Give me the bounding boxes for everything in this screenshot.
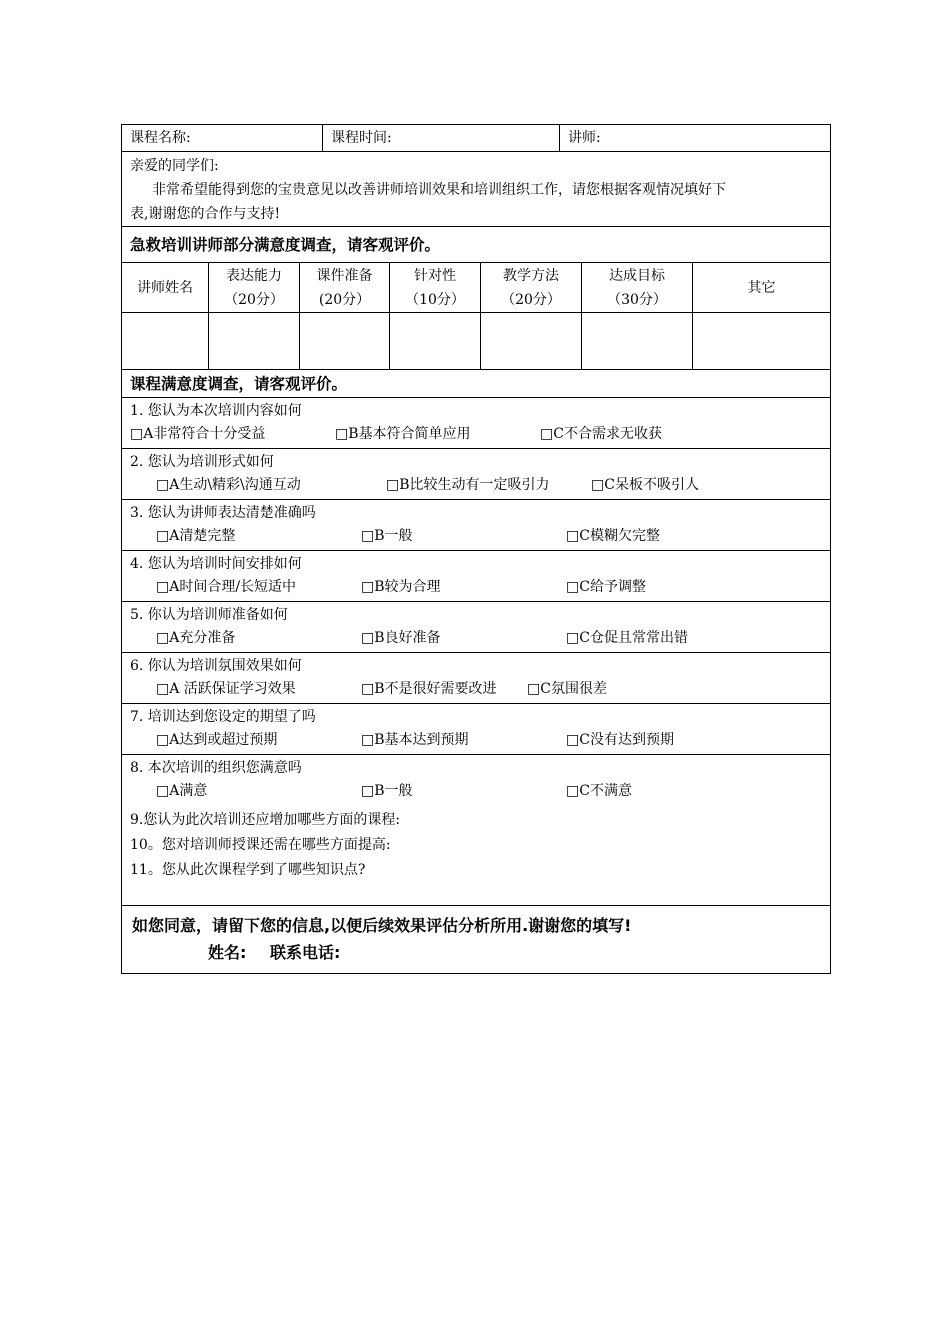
- survey-form: [121, 124, 831, 974]
- rating-input-cell[interactable]: [693, 313, 830, 369]
- question-text: 3. 您认为讲师表达清楚准确吗: [130, 505, 316, 521]
- column-header: [481, 263, 582, 313]
- column-header: [122, 263, 209, 313]
- trainer-section-title: 急救培训讲师部分满意度调查，请客观评价。: [122, 227, 830, 263]
- option-c-checkbox[interactable]: □C给予调整: [566, 579, 646, 595]
- option-a-checkbox[interactable]: □A非常符合十分受益: [130, 426, 266, 442]
- column-header: [582, 263, 693, 313]
- column-score: （10分）: [405, 291, 465, 308]
- open-questions[interactable]: [122, 806, 830, 906]
- option-c-checkbox[interactable]: □C氛围很差: [527, 681, 607, 697]
- question-text: 6. 你认为培训氛围效果如何: [130, 658, 302, 674]
- column-header: [693, 263, 830, 313]
- option-c-checkbox[interactable]: □C不满意: [566, 783, 632, 799]
- column-name: 教学方法: [503, 267, 559, 284]
- open-question-10: 10。您对培训师授课还需在哪些方面提高:: [130, 837, 391, 853]
- question-text: 4. 您认为培训时间安排如何: [130, 556, 302, 572]
- rating-input-cell[interactable]: [300, 313, 390, 369]
- question-row: [122, 551, 830, 602]
- footer-contact: [122, 906, 830, 973]
- column-name: 表达能力: [226, 267, 282, 284]
- option-b-checkbox[interactable]: □B比较生动有一定吸引力: [386, 477, 550, 493]
- column-score: (20分）: [318, 291, 371, 308]
- course-time-label: 课程时间:: [331, 130, 392, 146]
- option-c-checkbox[interactable]: □C呆板不吸引人: [591, 477, 699, 493]
- course-name-field[interactable]: [122, 125, 323, 151]
- option-b-checkbox[interactable]: □B不是很好需要改进: [361, 681, 497, 697]
- course-time-field[interactable]: [323, 125, 560, 151]
- option-b-checkbox[interactable]: □B基本达到预期: [361, 732, 469, 748]
- phone-label[interactable]: 联系电话:: [269, 943, 341, 962]
- rating-input-cell[interactable]: [582, 313, 693, 369]
- question-row: [122, 500, 830, 551]
- course-name-label: 课程名称:: [130, 130, 191, 146]
- option-c-checkbox[interactable]: □C模糊欠完整: [566, 528, 660, 544]
- option-a-checkbox[interactable]: □A清楚完整: [156, 528, 236, 544]
- option-c-checkbox[interactable]: □C仓促且常常出错: [566, 630, 688, 646]
- option-b-checkbox[interactable]: □B良好准备: [361, 630, 441, 646]
- intro-text: [122, 152, 830, 227]
- header-row: [122, 125, 830, 152]
- question-text: 7. 培训达到您设定的期望了吗: [130, 709, 316, 725]
- lecturer-field[interactable]: [560, 125, 830, 151]
- option-a-checkbox[interactable]: □A满意: [156, 783, 208, 799]
- option-a-checkbox[interactable]: □A生动\精彩\沟通互动: [156, 477, 301, 493]
- column-header: [390, 263, 481, 313]
- option-a-checkbox[interactable]: □A时间合理/长短适中: [156, 579, 297, 595]
- option-b-checkbox[interactable]: □B一般: [361, 528, 413, 544]
- option-a-checkbox[interactable]: □A达到或超过预期: [156, 732, 278, 748]
- question-text: 8. 本次培训的组织您满意吗: [130, 760, 302, 776]
- option-b-checkbox[interactable]: □B较为合理: [361, 579, 441, 595]
- question-text: 2. 您认为培训形式如何: [130, 454, 274, 470]
- rating-input-cell[interactable]: [209, 313, 300, 369]
- option-b-checkbox[interactable]: □B一般: [361, 783, 413, 799]
- question-row: [122, 704, 830, 755]
- intro-paragraph: 非常希望能得到您的宝贵意见以改善讲师培训效果和培训组织工作，请您根据客观情况填好下: [152, 182, 726, 198]
- column-score: （20分）: [224, 291, 284, 308]
- rating-input-cell[interactable]: [122, 313, 209, 369]
- question-row: [122, 653, 830, 704]
- intro-paragraph-end: 表,谢谢您的合作与支持!: [130, 206, 281, 222]
- column-name: 达成目标: [609, 267, 665, 284]
- column-header: [300, 263, 390, 313]
- column-name: 讲师姓名: [137, 279, 193, 296]
- question-text: 1. 您认为本次培训内容如何: [130, 403, 302, 419]
- open-question-9: 9.您认为此次培训还应增加哪些方面的课程:: [130, 812, 401, 828]
- column-score: （30分）: [607, 291, 667, 308]
- rating-input-cell[interactable]: [481, 313, 582, 369]
- question-row: [122, 449, 830, 500]
- column-name: 针对性: [414, 267, 456, 284]
- column-name: 其它: [747, 279, 776, 296]
- column-name: 课件准备: [316, 267, 373, 284]
- trainer-rating-table: [122, 263, 830, 370]
- option-a-checkbox[interactable]: □A 活跃保证学习效果: [156, 681, 296, 697]
- question-row: [122, 602, 830, 653]
- option-c-checkbox[interactable]: □C没有达到预期: [566, 732, 674, 748]
- question-row: [122, 398, 830, 449]
- question-row: [122, 755, 830, 806]
- column-score: （20分）: [501, 291, 561, 308]
- option-c-checkbox[interactable]: □C不合需求无收获: [540, 426, 662, 442]
- footer-note: 如您同意，请留下您的信息,以便后续效果评估分析所用.谢谢您的填写!: [132, 916, 632, 935]
- open-question-11: 11。您从此次课程学到了哪些知识点?: [130, 862, 366, 878]
- greeting: 亲爱的同学们:: [130, 158, 219, 174]
- name-label[interactable]: 姓名:: [208, 943, 247, 962]
- option-b-checkbox[interactable]: □B基本符合简单应用: [335, 426, 471, 442]
- option-a-checkbox[interactable]: □A充分准备: [156, 630, 236, 646]
- lecturer-label: 讲师:: [568, 130, 601, 146]
- rating-input-cell[interactable]: [390, 313, 481, 369]
- column-header: [209, 263, 300, 313]
- course-section-title: 课程满意度调查，请客观评价。: [122, 370, 830, 398]
- question-text: 5. 你认为培训师准备如何: [130, 607, 288, 623]
